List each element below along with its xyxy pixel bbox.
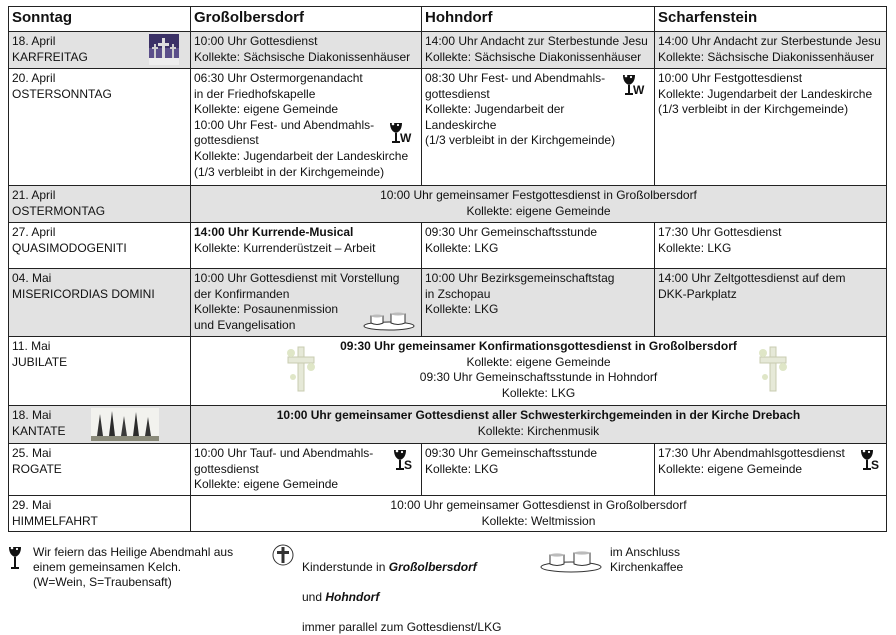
kids-text-b: und <box>302 590 326 604</box>
wine-marker: W <box>633 83 645 97</box>
day-name: QUASIMODOGENITI <box>12 240 127 255</box>
day-date: 21. April <box>12 188 56 202</box>
table-row <box>9 186 887 223</box>
kids-legend-text <box>302 545 501 635</box>
kids-legend-line2 <box>302 590 379 604</box>
service-text: Kollekte: eigene Gemeinde 09:30 Uhr Gemeinschaftsstunde in Hohndorf Kollekte: LKG <box>419 354 658 400</box>
day-name: KANTATE <box>12 423 66 438</box>
day-cell <box>9 69 191 186</box>
table-row <box>9 223 887 269</box>
table-row <box>9 337 887 406</box>
coffee-cups-icon <box>363 307 415 336</box>
juice-marker: S <box>871 458 880 472</box>
service-grossolbersdorf <box>191 223 422 269</box>
service-text: 10:00 Uhr Gottesdienst mit Vorstellung der Konfirmanden Kollekte: Posaunenmission und Evangelisation <box>194 271 400 332</box>
service-hohndorf: 09:30 Uhr Gemeinschaftsstunde Kollekte: LKG <box>422 223 655 269</box>
service-scharfenstein <box>655 444 887 496</box>
kids-place-1: Großolbersdorf <box>388 560 477 574</box>
day-name: MISERICORDIAS DOMINI <box>12 286 155 301</box>
table-row <box>9 69 887 186</box>
table-row <box>9 269 887 337</box>
day-date: 11. Mai <box>12 339 51 353</box>
header-grossolbersdorf: Großolbersdorf <box>191 7 422 32</box>
chalice-wine-icon <box>622 73 644 99</box>
header-scharfenstein: Scharfenstein <box>655 7 887 32</box>
day-cell <box>9 269 191 337</box>
table-row <box>9 32 887 69</box>
day-cell <box>9 186 191 223</box>
joint-service: 10:00 Uhr gemeinsamer Gottesdienst in Großolbersdorf Kollekte: Weltmission <box>191 496 887 532</box>
wine-marker: W <box>400 131 412 145</box>
day-date: 25. Mai <box>12 446 52 460</box>
cross-right-icon <box>755 343 791 400</box>
day-date: 04. Mai <box>12 271 52 285</box>
service-hohndorf: 10:00 Uhr Bezirksgemeinschaftstag in Zschopau Kollekte: LKG <box>422 269 655 337</box>
header-row <box>9 7 887 32</box>
service-scharfenstein: 14:00 Uhr Andacht zur Sterbestunde Jesu Kollekte: Sächsische Diakonissenhäuser <box>655 32 887 69</box>
cafe-legend-text: im Anschluss Kirchenkaffee <box>610 545 684 574</box>
kids-text-a: Kinderstunde in <box>302 560 389 574</box>
service-schedule-table <box>8 6 887 532</box>
service-hohndorf: 09:30 Uhr Gemeinschaftsstunde Kollekte: LKG <box>422 444 655 496</box>
header-hohndorf: Hohndorf <box>422 7 655 32</box>
service-title: 09:30 Uhr gemeinsamer Konfirmationsgottesdienst in Großolbersdorf <box>340 339 737 353</box>
day-name: HIMMELFAHRT <box>12 513 98 528</box>
joint-service <box>191 406 887 444</box>
day-cell <box>9 496 191 532</box>
joint-service <box>191 337 887 406</box>
service-text: 17:30 Uhr Abendmahlsgottesdienst Kollekte: eigene Gemeinde <box>658 446 845 476</box>
day-cell <box>9 337 191 406</box>
chalice-legend-text: Wir feiern das Heilige Abendmahl aus einem gemeinsamen Kelch. (W=Wein, S=Traubensaft) <box>33 545 234 589</box>
service-grossolbersdorf <box>191 69 422 186</box>
day-date: 20. April <box>12 71 56 85</box>
service-text: 10:00 Uhr Tauf- und Abendmahls- gottesdienst Kollekte: eigene Gemeinde <box>194 446 374 492</box>
chalice-juice-icon <box>860 448 882 474</box>
day-name: JUBILATE <box>12 354 68 369</box>
cross-left-icon <box>283 343 319 400</box>
day-cell <box>9 406 191 444</box>
kids-place-2: Hohndorf <box>325 590 380 604</box>
kids-legend-line3: immer parallel zum Gottesdienst/LKG <box>302 620 502 634</box>
table-row <box>9 496 887 532</box>
service-text: Kollekte: Kirchenmusik <box>477 423 600 438</box>
legend <box>8 543 886 634</box>
service-scharfenstein: 17:30 Uhr Gottesdienst Kollekte: LKG <box>655 223 887 269</box>
chalice-juice-icon <box>393 448 415 474</box>
chalice-legend-icon <box>8 545 22 575</box>
service-hohndorf: 14:00 Uhr Andacht zur Sterbestunde Jesu Kollekte: Sächsische Diakonissenhäuser <box>422 32 655 69</box>
day-date: 29. Mai <box>12 498 52 512</box>
day-cell <box>9 444 191 496</box>
crosses-image <box>149 34 179 70</box>
day-cell <box>9 32 191 69</box>
table-row <box>9 406 887 444</box>
service-scharfenstein: 10:00 Uhr Festgottesdienst Kollekte: Jugendarbeit der Landeskirche (1/3 verbleibt in der Kirchgemeinde) <box>655 69 887 186</box>
juice-marker: S <box>404 458 413 472</box>
kids-legend-line1 <box>302 560 477 574</box>
table-row <box>9 444 887 496</box>
service-grossolbersdorf <box>191 269 422 337</box>
service-grossolbersdorf <box>191 444 422 496</box>
day-cell <box>9 223 191 269</box>
day-date: 18. April <box>12 34 56 48</box>
kids-cross-icon <box>272 543 294 571</box>
service-text: Kollekte: Kurrenderüstzeit – Arbeit <box>194 240 376 255</box>
chalice-wine-icon <box>389 121 411 147</box>
service-hohndorf <box>422 69 655 186</box>
day-name: ROGATE <box>12 461 62 476</box>
day-name: OSTERSONNTAG <box>12 86 112 101</box>
day-name: KARFREITAG <box>12 49 88 64</box>
day-name: OSTERMONTAG <box>12 203 106 218</box>
coffee-cups-legend-icon <box>540 545 602 577</box>
service-title: 14:00 Uhr Kurrende-Musical <box>194 225 354 239</box>
church-towers-image <box>91 408 159 446</box>
service-text: 06:30 Uhr Ostermorgenandacht in der Friedhofskapelle Kollekte: eigene Gemeinde 10:00 Uhr Fest- und Abendmahls- gottesdienst Kollekte: Jugendarbeit der Landeskirche (1/3 verbleibt in der Kirchgemeinde) <box>194 71 409 179</box>
service-scharfenstein: 14:00 Uhr Zeltgottesdienst auf dem DKK-Parkplatz <box>655 269 887 337</box>
service-text: 08:30 Uhr Fest- und Abendmahls- gottesdienst Kollekte: Jugendarbeit der Landeskirche (1/3 verbleibt in der Kirchgemeinde) <box>425 71 616 148</box>
header-day: Sonntag <box>9 7 191 32</box>
joint-service: 10:00 Uhr gemeinsamer Festgottesdienst in Großolbersdorf Kollekte: eigene Gemeinde <box>191 186 887 223</box>
day-date: 27. April <box>12 225 56 239</box>
day-date: 18. Mai <box>12 408 52 422</box>
service-title: 10:00 Uhr gemeinsamer Gottesdienst aller Schwesterkirchgemeinden in der Kirche Drebach <box>276 408 801 422</box>
service-grossolbersdorf: 10:00 Uhr Gottesdienst Kollekte: Sächsische Diakonissenhäuser <box>191 32 422 69</box>
